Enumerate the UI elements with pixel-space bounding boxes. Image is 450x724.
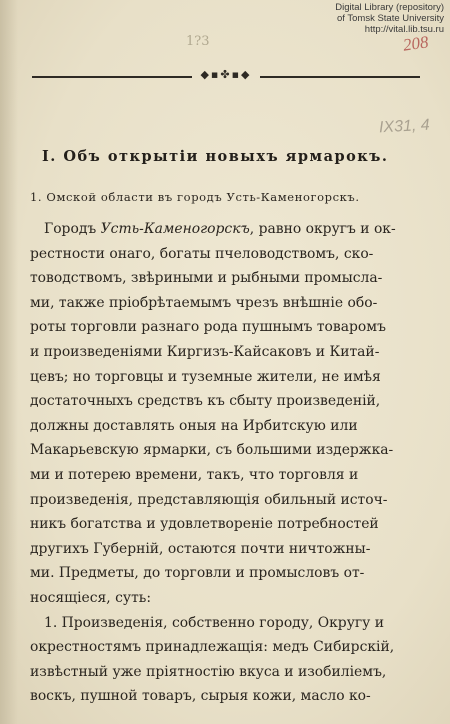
header-ornament (32, 68, 420, 82)
page-number-stamp: 208 (401, 32, 430, 55)
watermark-line-3: http://vital.lib.tsu.ru (364, 24, 444, 35)
text-line: воскъ, пушной товаръ, сырыя кожи, масло ко- (30, 688, 371, 705)
text-line: ми, также пріобрѣтаемымъ чрезъ внѣшніе обо- (30, 294, 378, 311)
text-line: ми и потерею времени, такъ, что торговля и (30, 466, 359, 483)
binding-shadow (0, 0, 18, 724)
library-watermark (284, 2, 444, 35)
text-line: носящіеся, суть: (30, 589, 151, 606)
text-line: ми. Предметы, до торговли и промысловъ от- (30, 565, 365, 582)
text-line: другихъ Губерній, остаются почти ничтожны- (30, 540, 371, 557)
lead-text-cont: , равно округъ и ок- (249, 221, 396, 237)
text-line: никъ богатства и удовлетвореніе потребностей (30, 516, 379, 533)
ornament-rule-left (32, 76, 192, 78)
text-line: цевъ; но торговцы и тузeмные жители, не имѣя (30, 368, 381, 385)
ornament-rule-right (260, 76, 420, 78)
text-line: извѣстный уже пріятностію вкуса и изобиліемъ, (30, 663, 387, 680)
margin-pencil-note: IX31, 4 (378, 116, 431, 137)
text-line: рестности онаго, богаты пчеловодствомъ, ско- (30, 245, 374, 262)
text-line: окрестностямъ принадлежащія: медъ Сибирскій, (30, 639, 395, 656)
text-line: роты торговли разнаго рода пушнымъ товаромъ (30, 319, 386, 336)
text-line: достаточныхъ средствъ къ сбыту произведеній, (30, 393, 381, 410)
pencil-page-number: 1?3 (186, 34, 210, 49)
lead-text: Городъ (44, 221, 101, 237)
section-title: I. Объ открытіи новыхъ ярмарокъ. (42, 148, 389, 165)
ornament-center: ◆▪✤▪◆ (200, 68, 252, 81)
body-text (30, 217, 430, 709)
text-line: и произведеніями Киргизъ-Кайсаковъ и Китай- (30, 343, 380, 360)
text-line: 1. Произведенія, собственно городу, Округу и (44, 614, 384, 631)
section-subtitle: 1. Омской области въ городъ Усть-Каменогорскъ. (30, 190, 360, 204)
city-name: Усть-Каменогорскъ (100, 221, 250, 237)
watermark-line-2: of Tomsk State University (336, 13, 444, 24)
watermark-line-1: Digital Library (repository) (335, 2, 444, 13)
text-line: должны доставлять оныя на Ирбитскую или (30, 417, 358, 434)
paragraph-1-first-line (30, 217, 430, 242)
text-line: товодствомъ, звѣриными и рыбными промысла- (30, 270, 383, 287)
text-line: произведенія, представляющія обильный источ- (30, 491, 388, 508)
text-line: Макарьевскую ярмарки, съ большими издержка- (30, 442, 394, 459)
